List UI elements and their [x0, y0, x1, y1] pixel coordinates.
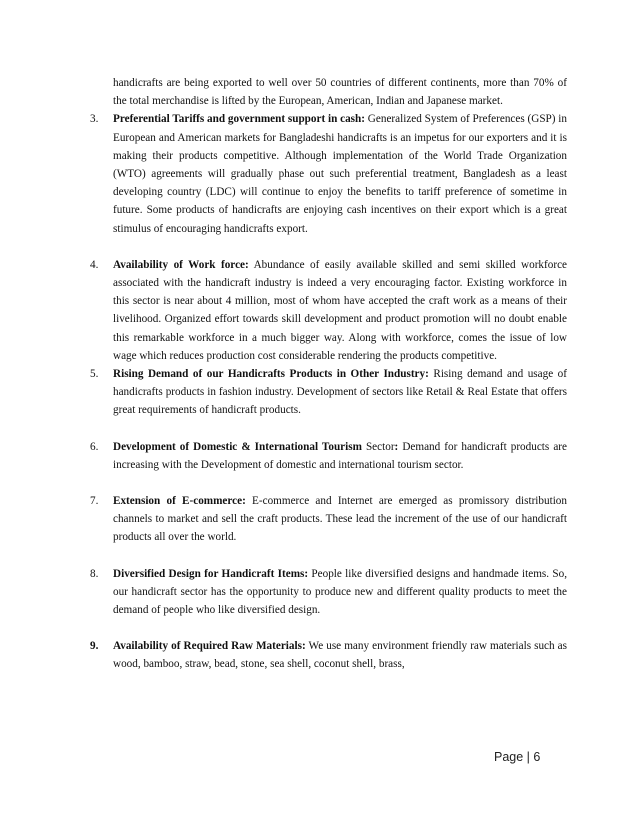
item-heading: Development of Domestic & International Tourism	[113, 440, 362, 453]
item-heading-colon: :	[394, 440, 399, 453]
item-number: 3.	[90, 113, 99, 126]
item-body: Rising demand and usage of handicrafts products in fashion industry. Development of sectors like Retail & Real Estate that offers great requirements of handicraft products.	[113, 368, 567, 417]
list-item-rising-demand	[90, 365, 567, 420]
list-item-diversified-design	[90, 565, 567, 620]
item-heading: Extension of E-commerce:	[113, 495, 246, 508]
list-item-preferential-tariffs	[90, 110, 567, 237]
item-heading: Availability of Required Raw Materials:	[113, 640, 306, 653]
list-item-e-commerce	[90, 492, 567, 547]
list-item-tourism	[90, 438, 567, 474]
item-number: 7.	[90, 495, 99, 508]
page-number-footer: Page | 6	[494, 750, 541, 764]
item-body: Demand for handicraft products are increasing with the Development of domestic and international tourism sector.	[113, 440, 567, 471]
item-number: 9.	[90, 640, 99, 653]
item-number: 5.	[90, 368, 99, 381]
item-heading-sector: Sector	[361, 440, 395, 453]
item-heading: Rising Demand of our Handicrafts Products in Other Industry:	[113, 368, 429, 381]
item-heading: Preferential Tariffs and government support in cash:	[113, 113, 365, 126]
item-number: 8.	[90, 567, 99, 580]
page-body	[90, 74, 567, 674]
item-body: Generalized System of Preferences (GSP) in European and American markets for Bangladeshi handicrafts is an impetus for our exporters and it is making their products competitive. Although implementation of the World Trade Organization (WTO) agreements will gradually phase out such preferential treatment, Bangladesh as a least developing country (LDC) will continue to enjoy the benefits to tariff preference of sometime in future. Some products of handicrafts are enjoying cash incentives on their export which is a great stimulus of encouraging handicrafts export.	[113, 113, 567, 235]
item-number: 4.	[90, 258, 99, 271]
item-heading: Availability of Work force:	[113, 258, 249, 271]
item-body: People like diversified designs and handmade items. So, our handicraft sector has the opportunity to produce new and different quality products to meet the demand of people who like diversified design.	[113, 567, 567, 617]
item-heading: Diversified Design for Handicraft Items:	[113, 567, 309, 580]
item-body: We use many environment friendly raw materials such as wood, bamboo, straw, bead, stone, sea shell, coconut shell, brass,	[113, 640, 567, 671]
list-item-raw-materials	[90, 637, 567, 673]
item-number: 6.	[90, 440, 99, 453]
continuation-paragraph: handicrafts are being exported to well over 50 countries of different continents, more than 70% of the total merchandise is lifted by the European, American, Indian and Japanese market.	[113, 77, 567, 108]
item-body: E-commerce and Internet are emerged as promissory distribution channels to market and sell the craft products. These lead the increment of the use of our handicraft products all over the world.	[113, 495, 567, 544]
item-body: Abundance of easily available skilled and semi skilled workforce associated with the handicraft industry is indeed a very encouraging factor. Existing workforce in this sector is near about 4 million, most of whom have accepted the craft work as a means of their livelihood. Organized effort towards skill development and product promotion will no doubt enable this remarkable workforce in a much bigger way. Along with workforce, comes the issue of low wage which reduces production cost considerable rendering the products competitive.	[113, 258, 567, 362]
list-item-work-force	[90, 256, 567, 365]
